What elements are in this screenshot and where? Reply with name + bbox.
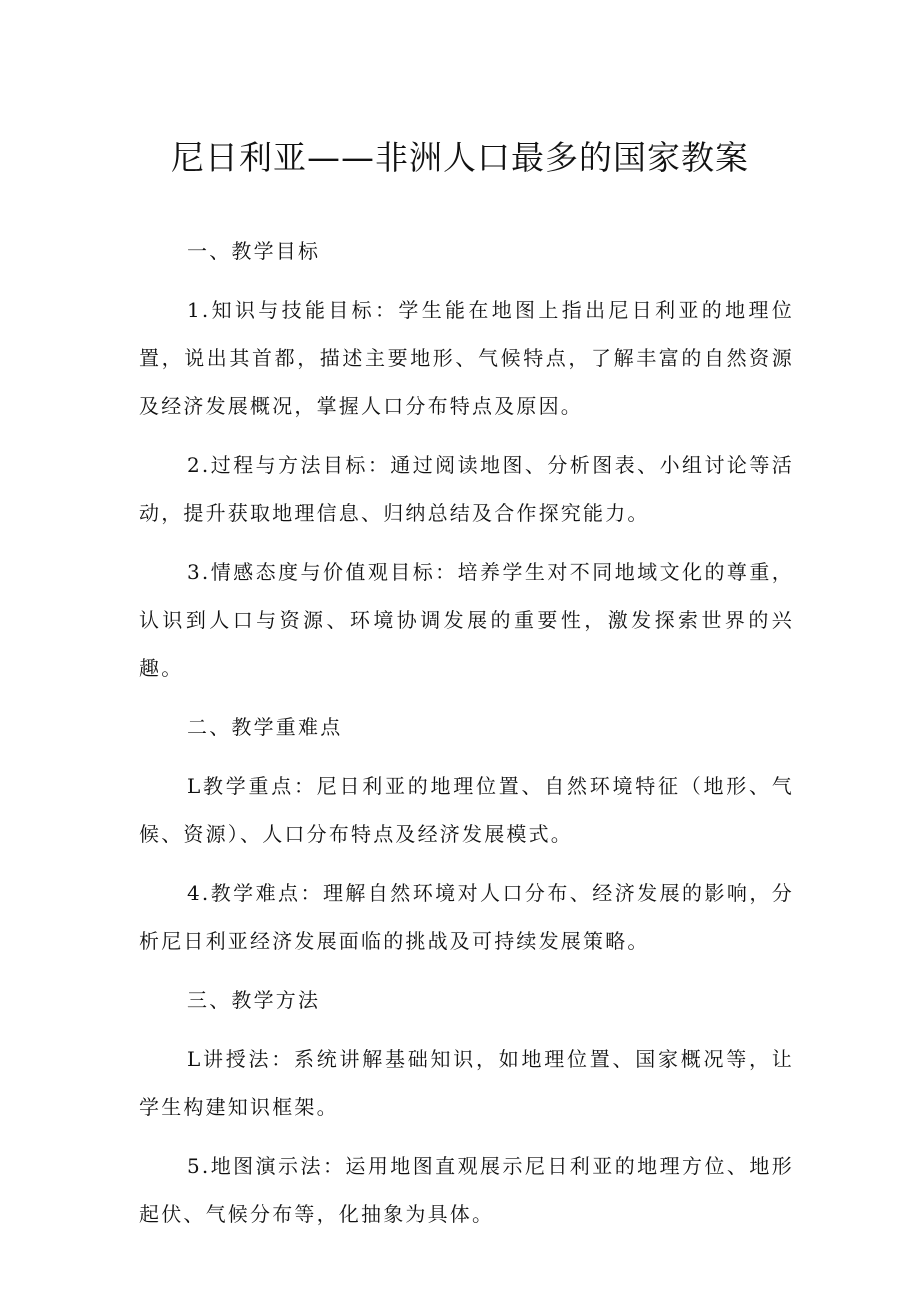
section-heading-methods: 三、教学方法: [187, 988, 321, 1012]
paragraph-map-method: 5.地图演示法：运用地图直观展示尼日利亚的地理方位、地形起伏、气候分布等，化抽象为具体。: [139, 1154, 794, 1226]
paragraph-key-point: L教学重点：尼日利亚的地理位置、自然环境特征（地形、气候、资源）、人口分布特点及经济发展模式。: [139, 774, 794, 846]
section-heading-objectives: 一、教学目标: [187, 239, 321, 263]
section-heading-key-points: 二、教学重难点: [187, 715, 343, 739]
paragraph-knowledge-goal: 1.知识与技能目标：学生能在地图上指出尼日利亚的地理位置，说出其首都，描述主要地形、气候特点，了解丰富的自然资源及经济发展概况，掌握人口分布特点及原因。: [139, 298, 794, 418]
paragraph-attitude-goal: 3.情感态度与价值观目标：培养学生对不同地域文化的尊重，认识到人口与资源、环境协调发展的重要性，激发探索世界的兴趣。: [139, 560, 794, 680]
paragraph-lecture-method: L讲授法：系统讲解基础知识，如地理位置、国家概况等，让学生构建知识框架。: [139, 1047, 794, 1119]
document-title: 尼日利亚——非洲人口最多的国家教案: [171, 138, 749, 177]
document-body: [139, 227, 794, 1249]
paragraph-process-goal: 2.过程与方法目标：通过阅读地图、分析图表、小组讨论等活动，提升获取地理信息、归纳总结及合作探究能力。: [139, 453, 794, 525]
paragraph-difficult-point: 4.教学难点：理解自然环境对人口分布、经济发展的影响，分析尼日利亚经济发展面临的挑战及可持续发展策略。: [139, 881, 794, 953]
